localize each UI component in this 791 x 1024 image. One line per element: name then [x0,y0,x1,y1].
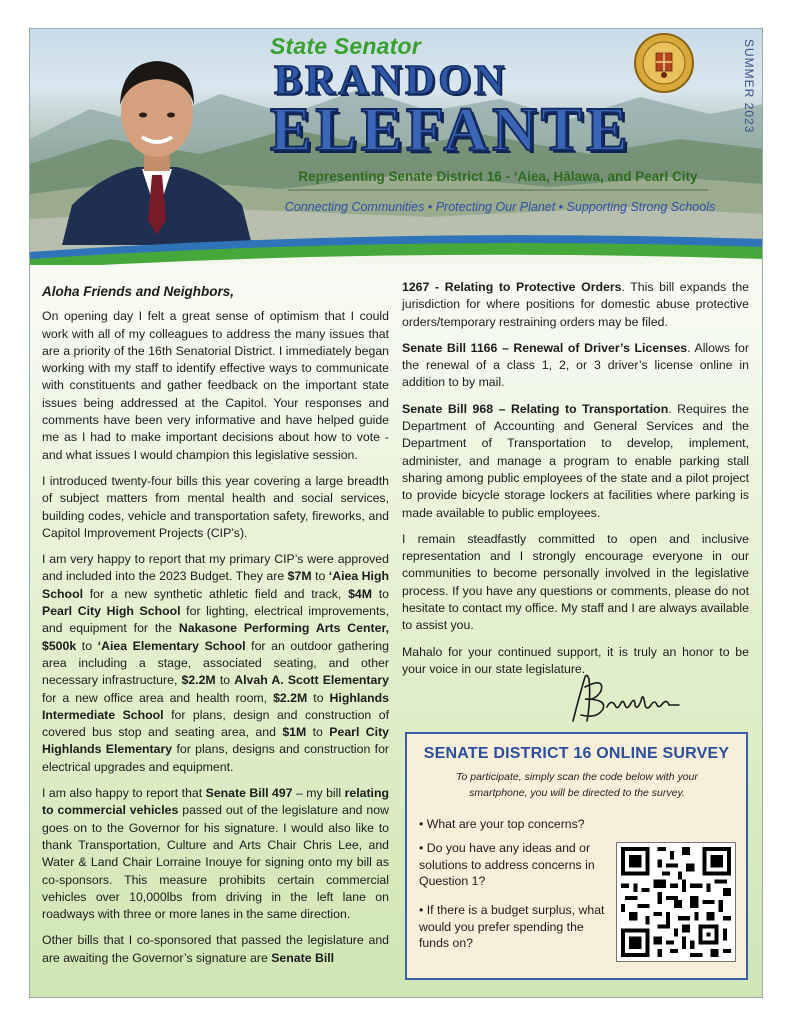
text-run: Other bills that I co-sponsored that passed the legislature and are awaiting the Governor’s signature are [42,933,389,965]
school-name: Nakasone Performing Arts Center, $500k [42,621,389,653]
survey-question-3: • If there is a budget surplus, what would you prefer spending the funds on? [419,903,605,950]
senator-portrait [42,35,272,245]
senator-title: State Senator [270,33,421,59]
letter-mahalo: Mahalo for your continued support, it is truly an honor to be your voice in our state legislature. [402,644,749,676]
text-run: for an outdoor gathering area including a stage, associated seating, and other necessary infrastructure, [42,638,389,688]
text-run: for plans, design and construction of covered bus stop and seating area, and [42,707,389,740]
text-run: for a new office area and health room, [42,690,274,705]
school-name: ‘Aiea Elementary School [97,638,246,653]
letter-left-column [42,283,389,976]
header-divider [288,189,708,191]
bill-1166 [402,340,749,392]
issue-season: SUMMER 2023 [742,39,756,134]
amount: $2.2M [273,690,308,705]
school-name: Pearl City High School [42,604,181,619]
survey-title: SENATE DISTRICT 16 ONLINE SURVEY [423,745,730,762]
letter-paragraph-2: I introduced twenty-four bills this year covering a large breadth of subject matters from mental health and social services, building codes, vehicle and transportation safety, fireworks, and Capitol Improvement Projects (CIP’s). [42,473,389,540]
survey-question-2: • Do you have any ideas and or solutions to address concerns in Question 1? [419,841,595,888]
text-run: to [311,569,329,584]
text-run: to [76,638,98,653]
text-run: I am also happy to report that [42,786,206,801]
survey-intro: To participate, simply scan the code below with your smartphone, you will be directed to the survey. [456,771,698,799]
letter-paragraph-5 [42,932,389,967]
amount: $2.2M [181,673,216,688]
text-run: for plans, designs and construction for electrical upgrades and equipment. [42,742,390,774]
text-run: to [306,725,330,740]
text-run: to [372,586,389,601]
newsletter-page [29,28,763,998]
bill-name: Senate Bill 1166 – Renewal of Driver’s Licenses [402,340,688,355]
letter-closing-paragraph: I remain steadfastly committed to open and inclusive representation and I strongly encourage everyone in our communities to become personally involved in the legislative process. If you have any questions or comments, please do not hesitate to contact my office. My staff and I are always available to assist you. [402,531,749,633]
senator-last-name: ELEFANTE [270,96,632,164]
survey-question-1: • What are your top concerns? [419,817,585,831]
text-run: for lighting, electrical improvements, and equipment for the [42,604,390,636]
state-seal-icon [634,33,694,93]
amount: $1M [282,725,307,740]
text-run: to [215,673,235,688]
bill-description: . This bill expands the jurisdiction for where positions for domestic abuse protective orders/temporary restraining orders may be filed. [402,280,750,329]
newsletter-header [30,29,763,265]
district-subtitle: Representing Senate District 16 - ‘Aiea, Hālawa, and Pearl City [298,169,698,184]
survey-qr-code[interactable] [616,842,736,962]
text-run: to [307,690,330,705]
text-run: for a new synthetic athletic field and track, [83,586,349,601]
signature [565,669,685,729]
tagline: Connecting Communities • Protecting Our Planet • Supporting Strong Schools [284,200,716,214]
header-swoosh [30,217,763,265]
bill-description: . Requires the Department of Accounting and General Services and the Department of Transportation to develop, implement, administer, and manage a program to enable parking stall sharing among public employees of the state and a pilot project to provide bicycle storage lockers at facilities where parking is made available to public employees. [402,401,749,520]
bill-description: . Allows for the renewal of a class 1, 2, or 3 driver’s license online in addition to by mail. [402,340,749,390]
bill-1267 [402,279,749,331]
school-name: Alvah A. Scott Elementary [234,673,389,688]
letter-paragraph-3 [42,551,389,776]
text-run: I am very happy to report that my primary CIP’s were approved and included into the 2023 Budget. They are [42,552,389,584]
text-run: – my bill [292,786,345,801]
letter-paragraph-1: On opening day I felt a great sense of optimism that I could work with all of my colleagues to address the many issues that are a priority of the 16th Senatorial District. I immediately began working with my staff to identify effective ways to communicate with constituents and gather feedback on the important state issues being addressed at the Capitol. Your responses and comments have been very informative and have helped guide me as I had to make important decisions about how to vote - and what issues I would champion this legislative session. [42,309,389,462]
school-name: Pearl City Highlands Elementary [42,725,390,757]
amount: $4M [348,586,372,601]
school-name: Highlands Intermediate School [42,690,389,722]
bill-name: Senate Bill 968 – Relating to Transportation [402,401,669,416]
online-survey-box [405,732,748,980]
amount: $7M [287,569,312,584]
letter-right-column [402,279,749,687]
school-name: ‘Aiea High School [42,569,389,601]
text-run: passed out of the legislature and now goes on to the Governor for his signature. I would also like to thank Transportation, Culture and Arts Chair Chris Lee, and Water & Land Chair Lorraine Inouye for signing onto my bill as co-sponsors. This measure prohibits certain commercial vehicles over 10,000lbs from driving in the left lane on roadways with three or more lanes in the same direction. [42,803,389,922]
letter-greeting: Aloha Friends and Neighbors, [42,284,235,299]
senator-first-name: BRANDON [274,58,508,104]
letter-paragraph-4 [42,785,389,923]
bill-name: 1267 - Relating to Protective Orders [402,280,622,294]
bill-subject: relating to commercial vehicles [42,786,389,818]
bill-name: Senate Bill [271,950,335,965]
bill-968 [402,401,749,522]
bill-name: Senate Bill 497 [205,786,293,801]
